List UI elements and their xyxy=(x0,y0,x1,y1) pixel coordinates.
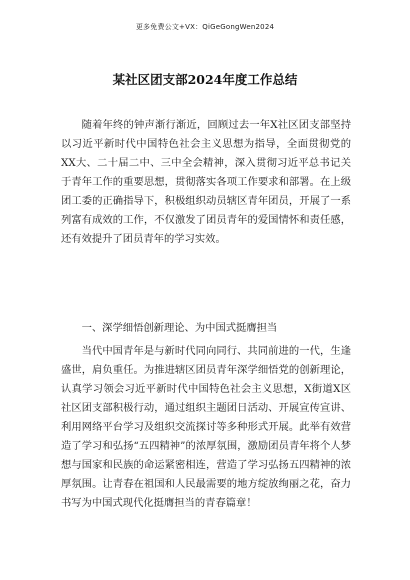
paragraph-text: 当代中国青年是与新时代同向同行、共同前进的一代，生逢盛世，肩负重任。为推进辖区团员青年深学细悟党的创新理论，认真学习领会习近平新时代中国特色社会主义思想，X街道X区社区团支部积极行动，通过组织主题团日活动、开展宣传宣讲、利用网络平台学习及组织交流探讨等多种形式开展。此举有效营造了学习和弘扬“五四精神”的浓厚氛围，激励团员青年将个人梦想与国家和民族的命运紧密相连，营造了学习弘扬五四精神的浓厚氛围。让青春在祖国和人民最需要的地方绽放绚丽之花，奋力书写为中国式现代化挺膺担当的青春篇章！ xyxy=(61,345,351,509)
body-paragraph-section-1 xyxy=(61,342,351,513)
document-title: 某社区团支部2024年度工作总结 xyxy=(112,72,298,87)
section-heading: 一、深学细悟创新理论、为中国式挺膺担当 xyxy=(81,322,278,334)
paragraph-text: 随着年终的钟声渐行渐近，回顾过去一年X社区团支部坚持以习近平新时代中国特色社会主义思想为指导，全面贯彻党的XX大、二十届二中、三中全会精神，深入贯彻习近平总书记关于青年工作的重要思想，贯彻落实各项工作要求和部署。在上级团工委的正确指导下，积极组织动员辖区青年团员，开展了一系列富有成效的工作，不仅激发了团员青年的爱国情怀和责任感，还有效提升了团员青年的学习实效。 xyxy=(61,119,351,245)
body-paragraph-intro xyxy=(61,116,351,249)
header-note: 更多免费公文+VX：QiGeGongWen2024 xyxy=(135,23,275,31)
